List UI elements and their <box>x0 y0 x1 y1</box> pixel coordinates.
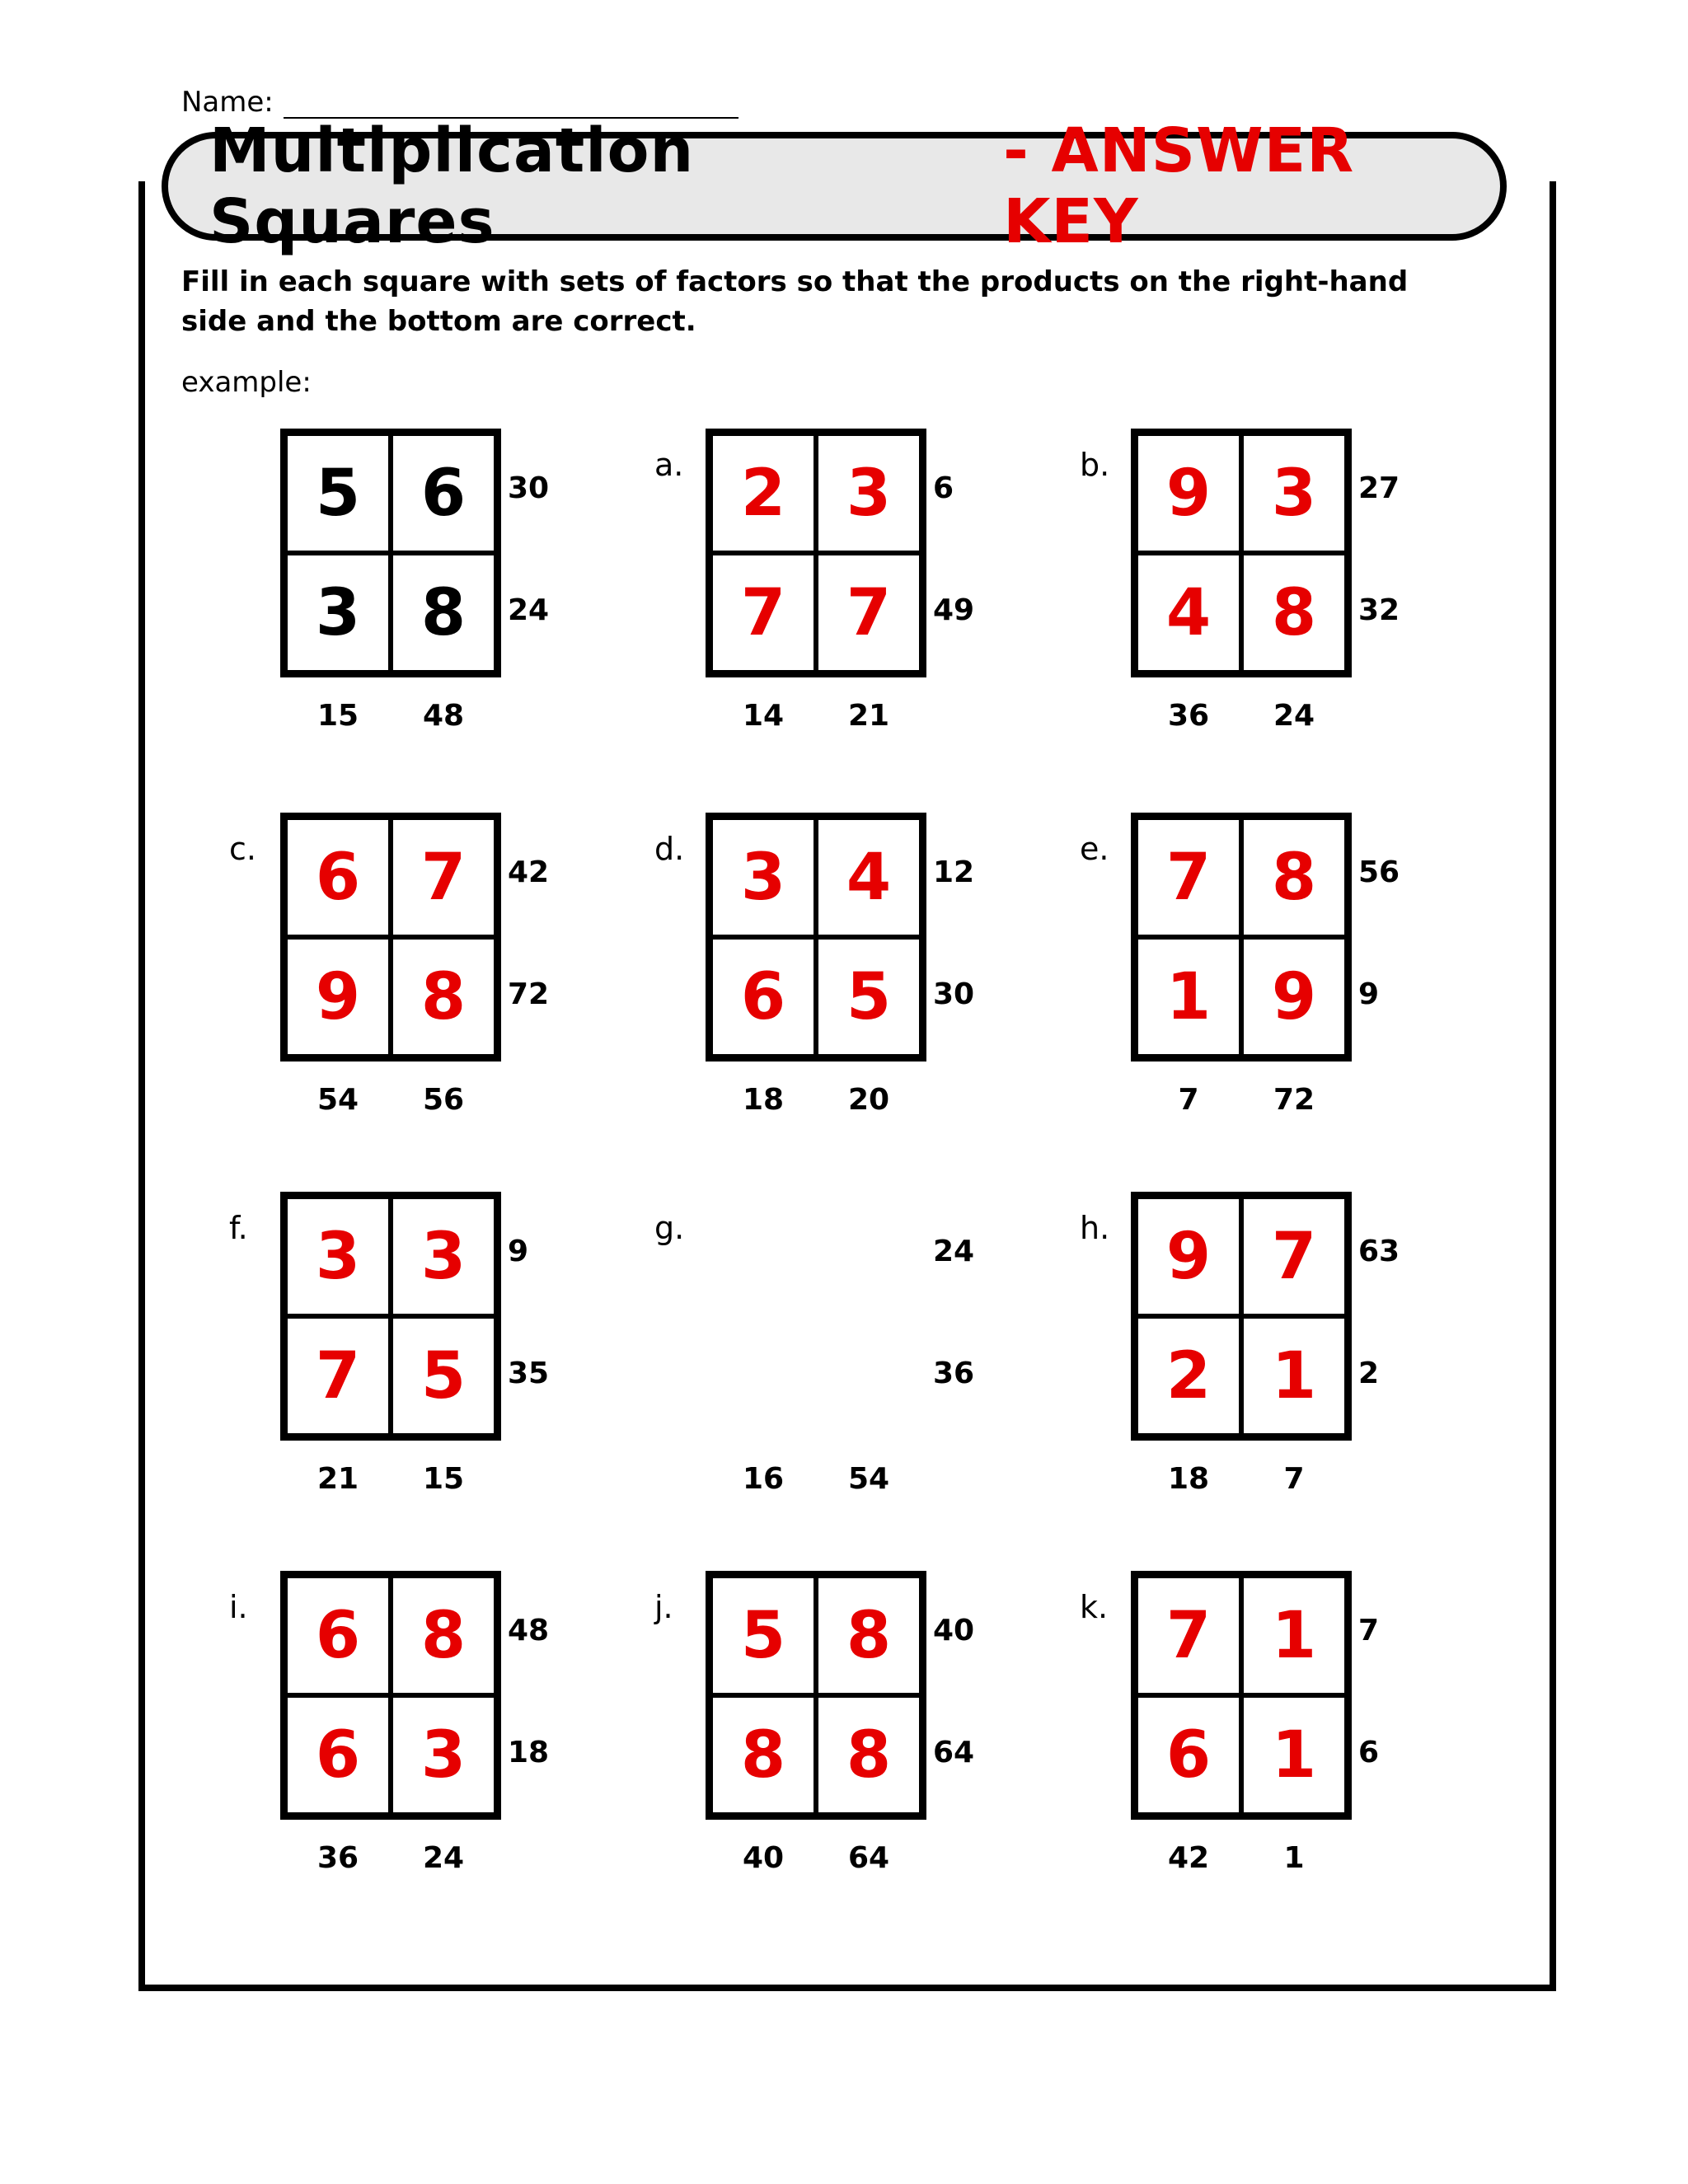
puzzle-b <box>1080 429 1428 742</box>
puzzle-grid <box>706 429 926 677</box>
puzzle-grid <box>1131 429 1352 677</box>
title-banner <box>162 115 1507 257</box>
puzzle-label: i. <box>229 1589 248 1625</box>
row-product-1: 12 <box>933 855 975 889</box>
cell-bottom-right[interactable]: 9 <box>1241 937 1347 1057</box>
puzzle-grid <box>706 813 926 1062</box>
column-product-2: 24 <box>1273 699 1315 733</box>
puzzle-grid <box>280 1571 501 1820</box>
column-product-1: 54 <box>316 1083 359 1117</box>
puzzle-label: a. <box>654 447 684 483</box>
cell-top-left[interactable]: 9 <box>1136 434 1241 553</box>
column-product-2: 15 <box>422 1462 465 1496</box>
column-product-1: 15 <box>316 699 359 733</box>
cell-bottom-left[interactable]: 9 <box>285 937 391 1057</box>
puzzle-label: f. <box>229 1210 248 1246</box>
column-product-1: 18 <box>742 1083 785 1117</box>
puzzle-grid <box>280 429 501 677</box>
puzzle-a <box>654 429 1002 742</box>
puzzle-i <box>229 1571 577 1884</box>
puzzle-label: e. <box>1080 831 1109 867</box>
cell-top-left[interactable]: 5 <box>710 1576 816 1695</box>
column-product-1: 18 <box>1167 1462 1210 1496</box>
row-product-1: 9 <box>508 1235 529 1268</box>
puzzle-k <box>1080 1571 1428 1884</box>
row-product-1: 24 <box>933 1235 975 1268</box>
puzzle-label: d. <box>654 831 685 867</box>
puzzle-grid <box>1131 813 1352 1062</box>
row-product-2: 6 <box>1358 1736 1380 1769</box>
cell-top-left[interactable]: 3 <box>710 818 816 937</box>
cell-bottom-left[interactable]: 7 <box>710 553 816 673</box>
cell-top-left[interactable]: 9 <box>1136 1197 1241 1316</box>
puzzle-grid <box>706 1571 926 1820</box>
row-product-1: 30 <box>508 471 550 505</box>
cell-bottom-right[interactable]: 8 <box>391 937 496 1057</box>
puzzle-label: h. <box>1080 1210 1110 1246</box>
puzzle-f <box>229 1192 577 1505</box>
cell-top-left[interactable]: 2 <box>710 434 816 553</box>
row-product-1: 27 <box>1358 471 1400 505</box>
cell-bottom-left[interactable]: 7 <box>285 1316 391 1436</box>
cell-top-right[interactable]: 3 <box>816 434 921 553</box>
cell-top-right[interactable]: 1 <box>1241 1576 1347 1695</box>
cell-top-right[interactable]: 3 <box>391 1197 496 1316</box>
cell-bottom-right: 8 <box>391 553 496 673</box>
column-product-2: 54 <box>847 1462 890 1496</box>
cell-top-right: 6 <box>391 434 496 553</box>
cell-bottom-left[interactable]: 6 <box>710 937 816 1057</box>
row-product-1: 7 <box>1358 1614 1380 1647</box>
row-product-2: 36 <box>933 1357 975 1390</box>
cell-bottom-right[interactable]: 3 <box>391 1695 496 1815</box>
answer-key-label: - ANSWER KEY <box>1003 115 1355 257</box>
cell-bottom-right[interactable]: 7 <box>816 553 921 673</box>
row-product-1: 56 <box>1358 855 1400 889</box>
cell-bottom-right[interactable] <box>816 1316 926 1441</box>
puzzle-grid <box>1131 1571 1352 1820</box>
cell-bottom-right[interactable]: 1 <box>1241 1695 1347 1815</box>
row-product-1: 63 <box>1358 1235 1400 1268</box>
cell-top-left[interactable]: 7 <box>1136 818 1241 937</box>
name-label: Name: <box>181 86 274 119</box>
row-product-1: 42 <box>508 855 550 889</box>
column-product-2: 72 <box>1273 1083 1315 1117</box>
cell-bottom-right[interactable]: 8 <box>816 1695 921 1815</box>
row-product-2: 9 <box>1358 977 1380 1011</box>
column-product-2: 64 <box>847 1841 890 1875</box>
column-product-1: 21 <box>316 1462 359 1496</box>
column-product-1: 14 <box>742 699 785 733</box>
puzzle-h <box>1080 1192 1428 1505</box>
puzzle-c <box>229 813 577 1126</box>
puzzle-label: k. <box>1080 1589 1109 1625</box>
puzzle-j <box>654 1571 1002 1884</box>
puzzle-label: g. <box>654 1210 685 1246</box>
example-label: example: <box>181 366 312 399</box>
cell-bottom-right[interactable]: 5 <box>391 1316 496 1436</box>
cell-top-right[interactable]: 8 <box>1241 818 1347 937</box>
column-product-2: 7 <box>1283 1462 1305 1496</box>
cell-top-right[interactable]: 8 <box>816 1576 921 1695</box>
column-product-1: 16 <box>742 1462 785 1496</box>
puzzle-grid <box>280 1192 501 1441</box>
cell-bottom-left[interactable]: 2 <box>1136 1316 1241 1436</box>
column-product-1: 7 <box>1178 1083 1199 1117</box>
row-product-1: 48 <box>508 1614 550 1647</box>
column-product-2: 24 <box>422 1841 465 1875</box>
cell-top-right[interactable]: 4 <box>816 818 921 937</box>
puzzle-grid <box>280 813 501 1062</box>
puzzle-grid <box>706 1192 926 1441</box>
cell-bottom-left[interactable]: 4 <box>1136 553 1241 673</box>
row-product-2: 32 <box>1358 593 1400 627</box>
cell-bottom-left[interactable]: 6 <box>1136 1695 1241 1815</box>
page-title: Multiplication Squares <box>209 115 695 257</box>
column-product-2: 56 <box>422 1083 465 1117</box>
puzzle-grid <box>1131 1192 1352 1441</box>
row-product-2: 24 <box>508 593 550 627</box>
cell-bottom-left: 3 <box>285 553 391 673</box>
column-product-2: 20 <box>847 1083 890 1117</box>
puzzle-example <box>280 429 577 742</box>
cell-bottom-right[interactable]: 5 <box>816 937 921 1057</box>
row-product-1: 6 <box>933 471 954 505</box>
column-product-1: 40 <box>742 1841 785 1875</box>
name-field <box>181 86 738 119</box>
row-product-2: 72 <box>508 977 550 1011</box>
column-product-1: 36 <box>1167 699 1210 733</box>
puzzle-g <box>654 1192 1002 1505</box>
column-product-2: 48 <box>422 699 465 733</box>
cell-top-left[interactable] <box>706 1192 816 1316</box>
row-product-2: 30 <box>933 977 975 1011</box>
row-product-2: 49 <box>933 593 975 627</box>
row-product-2: 2 <box>1358 1357 1380 1390</box>
row-product-1: 40 <box>933 1614 975 1647</box>
puzzle-d <box>654 813 1002 1126</box>
cell-bottom-left[interactable]: 6 <box>285 1695 391 1815</box>
cell-top-left[interactable]: 6 <box>285 1576 391 1695</box>
row-product-2: 35 <box>508 1357 550 1390</box>
cell-top-right[interactable]: 3 <box>1241 434 1347 553</box>
cell-bottom-right[interactable]: 8 <box>1241 553 1347 673</box>
column-product-1: 36 <box>316 1841 359 1875</box>
column-product-1: 42 <box>1167 1841 1210 1875</box>
row-product-2: 18 <box>508 1736 550 1769</box>
cell-top-left[interactable]: 3 <box>285 1197 391 1316</box>
cell-top-right[interactable] <box>816 1192 926 1316</box>
column-product-2: 1 <box>1283 1841 1305 1875</box>
puzzle-label: c. <box>229 831 256 867</box>
cell-top-left[interactable]: 6 <box>285 818 391 937</box>
cell-top-left[interactable]: 7 <box>1136 1576 1241 1695</box>
cell-top-right[interactable]: 7 <box>391 818 496 937</box>
cell-top-right[interactable]: 8 <box>391 1576 496 1695</box>
instructions: Fill in each square with sets of factors so that the products on the right-hand side and the bottom are correct. <box>181 265 1409 338</box>
puzzle-e <box>1080 813 1428 1126</box>
cell-bottom-left[interactable]: 8 <box>710 1695 816 1815</box>
column-product-2: 21 <box>847 699 890 733</box>
puzzle-label: j. <box>654 1589 673 1625</box>
cell-top-right[interactable]: 7 <box>1241 1197 1347 1316</box>
row-product-2: 64 <box>933 1736 975 1769</box>
puzzle-label: b. <box>1080 447 1110 483</box>
cell-bottom-left[interactable]: 1 <box>1136 937 1241 1057</box>
cell-bottom-right[interactable]: 1 <box>1241 1316 1347 1436</box>
cell-top-left: 5 <box>285 434 391 553</box>
cell-bottom-left[interactable] <box>706 1316 816 1441</box>
